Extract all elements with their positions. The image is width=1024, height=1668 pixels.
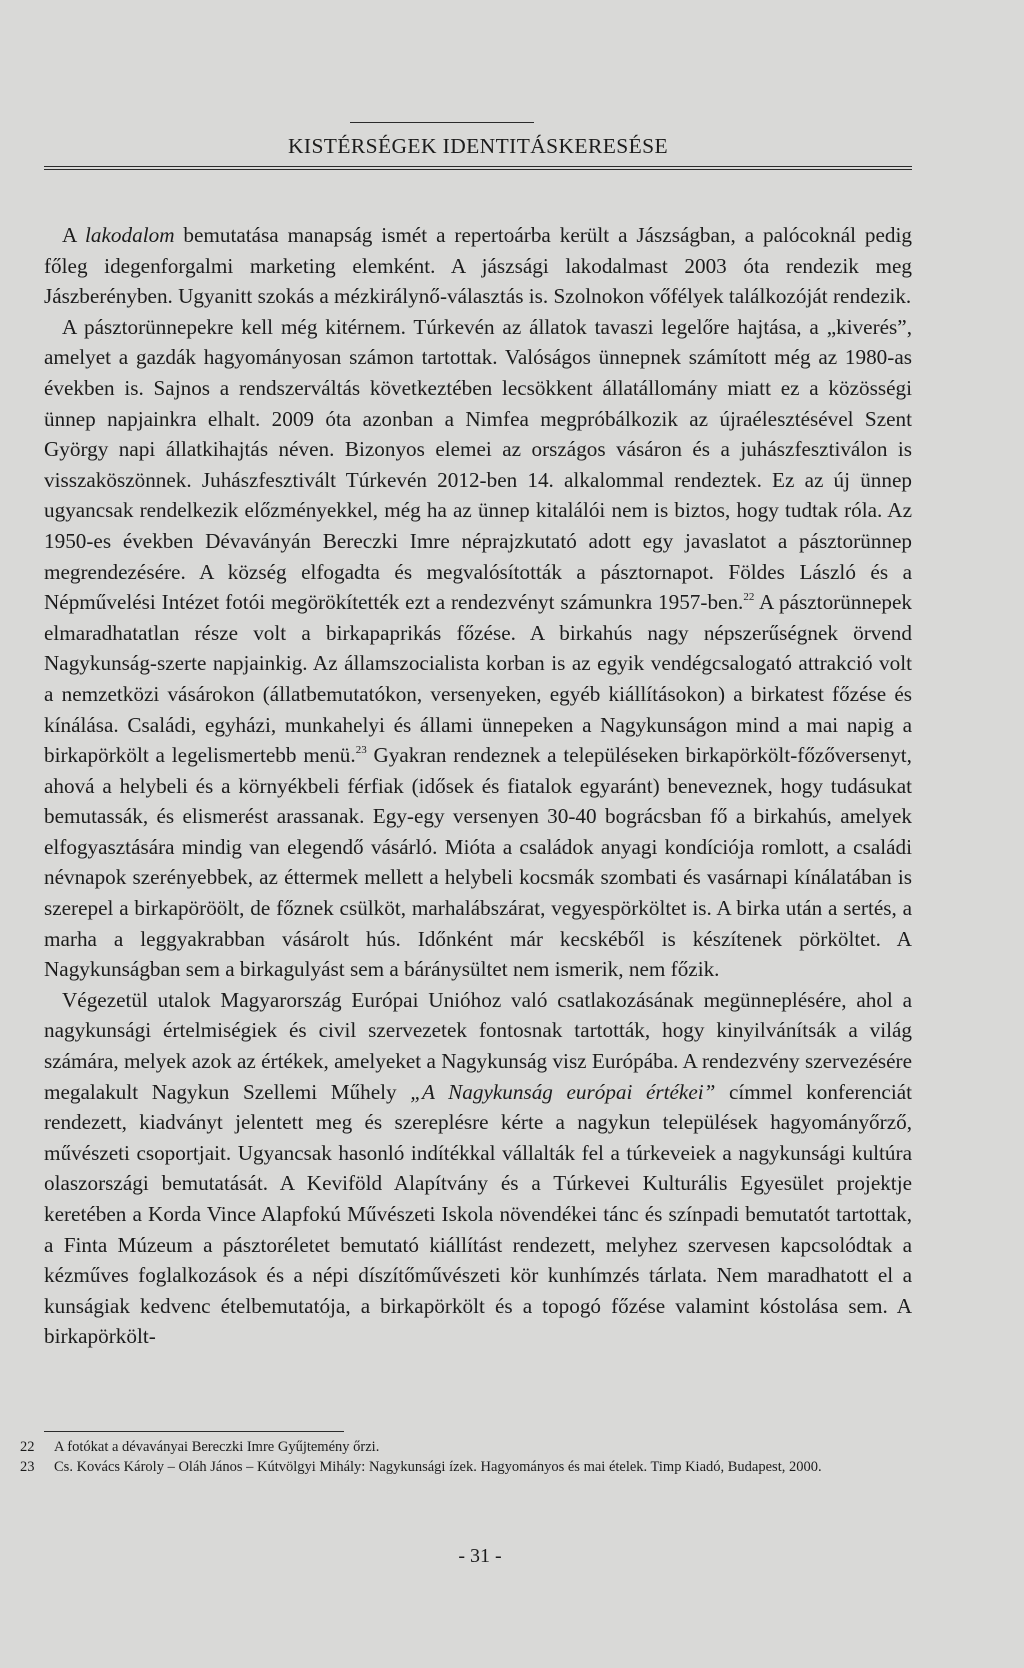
paragraph-text: Gyakran rendeznek a településeken birkapörkölt-főzőversenyt, ahová a helybeli és a környékbeli férfiak (idősek és fiatalok egyaránt) beneveznek, hogy tudásukat bemutassák, és elismerést arassanak. Egy-egy versenyen 30-40 bográcsban fő a birkahús, amelyek elfogyasztására mindig van elegendő vásárló. Mióta a családok anyagi kondíciója romlott, a családi névnapok szerényebbek, az éttermek mellett a helybeli kocsmák szombati és vasárnapi kínálatában is szerepel a birkapöröölt, de főznek csülköt, marhalábszárat, vegyespörköltet is. A birka után a sertés, a marha a leggyakrabban vásárolt hús. Időnként már kecskéből is készítenek pörköltet. A Nagykunságban sem a birkagulyást sem a báránysültet nem ismerik, nem főzik. [44, 743, 912, 982]
header-rule-thin [44, 169, 912, 170]
header-rule [44, 166, 912, 167]
footnote-number: 22 [20, 1439, 35, 1455]
footnote [20, 1457, 912, 1477]
header-title: KISTÉRSÉGEK IDENTITÁSKERESÉSE [287, 134, 669, 158]
paragraph-text: bemutatása manapság ismét a repertoárba került a Jászságban, a palócoknál pedig főleg idegenforgalmi marketing elemként. A jászsági lakodalmast 2003 óta rendezik meg Jászberényben. Ugyanitt szokás a mézkirálynő-választás is. Szolnokon vőfélyek találkozóját rendezik. [44, 223, 912, 309]
paragraph-text: A [62, 223, 86, 247]
footnote-text: A fotókat a dévaványai Bereczki Imre Gyűjtemény őrzi. [54, 1439, 380, 1455]
body-text [44, 220, 912, 1352]
footnotes [20, 1437, 912, 1477]
page-number: - 31 - [458, 1545, 502, 1567]
footnote-number: 23 [20, 1459, 35, 1475]
italic-text: „A Nagykunság európai értékei” [410, 1079, 716, 1104]
paragraph-text: A pásztorünnepekre kell még kitérnem. Túrkevén az állatok tavaszi legelőre hajtása, a „kiverés”, amelyet a gazdák hagyományosan számon tartottak. Valóságos ünnepnek számított még az 1980-as években is. Sajnos a rendszerváltás következtében lecsökkent állatállomány miatt ez a közösségi ünnep napjainkra elhalt. 2009 óta azonban a Nimfea megpróbálkozik az újraélesztésével Szent György napi állatkihajtás néven. Bizonyos elemei az országos vásáron és a juhászfesztiválon is visszaköszönnek. Juhászfesztivált Túrkevén 2012-ben 14. alkalommal rendeztek. Ez az új ünnep ugyancsak rendelkezik előzményekkel, még ha az ünnep kitalálói nem is biztos, hogy tudtak róla. Az 1950-es években Dévaványán Bereczki Imre néprajzkutató adott egy javaslatot a pásztorünnep megrendezésére. A község elfogadta és megvalósították a pásztornapot. Földes László és a Népművelési Intézet fotói megörökítették ezt a rendezvényt számunkra 1957-ben. [44, 314, 912, 615]
paragraph [44, 220, 912, 312]
italic-text: lakodalom [85, 223, 175, 247]
paragraph-text: A pásztorünnepek elmaradhatatlan része volt a birkapaprikás főzése. A birkahús nagy népszerűségnek örvend Nagykunság-szerte napjainkig. Az államszocialista korban is az egyik vendégcsalogató attrakció volt a nemzetközi vásárokon (állatbemutatókon, versenyeken, egyéb kiállításokon) a birkatest főzése és kínálása. Családi, egyházi, munkahelyi és állami ünnepeken a Nagykunságon mind a mai napig a birkapörkölt a legelismertebb menü. [44, 590, 912, 768]
footnote-divider [44, 1431, 344, 1432]
paragraph-text: címmel konferenciát rendezett, kiadványt jelentett meg és szereplésre kérte a nagykun települések hagyományőrző, művészeti csoportjait. Ugyancsak hasonló indítékkal vállalták fel a túrkeveiek a nagykunsági kultúra olaszországi bemutatását. A Keviföld Alapítvány és a Túrkevei Kulturális Egyesület projektje keretében a Korda Vince Alapfokú Művészeti Iskola növendékei tánc és színpadi bemutatót tartottak, a Finta Múzeum a pásztoréletet bemutató kiállítást rendezett, melyhez szervesen kapcsolódtak a kézműves foglalkozások és a népi díszítőművészeti kör kunhímzés tárlata. Nem maradhatott el a kunságiak kedvenc ételbemutatója, a birkapörkölt és a topogó főzése valamint kóstolása sem. A birkapörkölt- [44, 1079, 913, 1349]
footnote-text: Cs. Kovács Károly – Oláh János – Kútvölgyi Mihály: Nagykunsági ízek. Hagyományos és mai ételek. Timp Kiadó, Budapest, 2000. [54, 1459, 822, 1475]
header-top-rule [350, 122, 534, 123]
footnote [20, 1437, 912, 1457]
footnote-ref: 22 [743, 591, 755, 604]
paragraph [44, 312, 912, 985]
paragraph [44, 985, 912, 1352]
running-header [44, 132, 912, 170]
paragraph-text: Végezetül utalok Magyarország Európai Unióhoz való csatlakozásának megünneplésére, ahol a nagykunsági értelmiségiek és civil szervezetek fontosnak tartották, hogy kinyilvánítsák a világ számára, melyek azok az értékek, amelyeket a Nagykunság visz Európába. A rendezvény szervezésére megalakult Nagykun Szellemi Műhely [44, 987, 912, 1104]
footnote-ref: 23 [355, 744, 367, 757]
